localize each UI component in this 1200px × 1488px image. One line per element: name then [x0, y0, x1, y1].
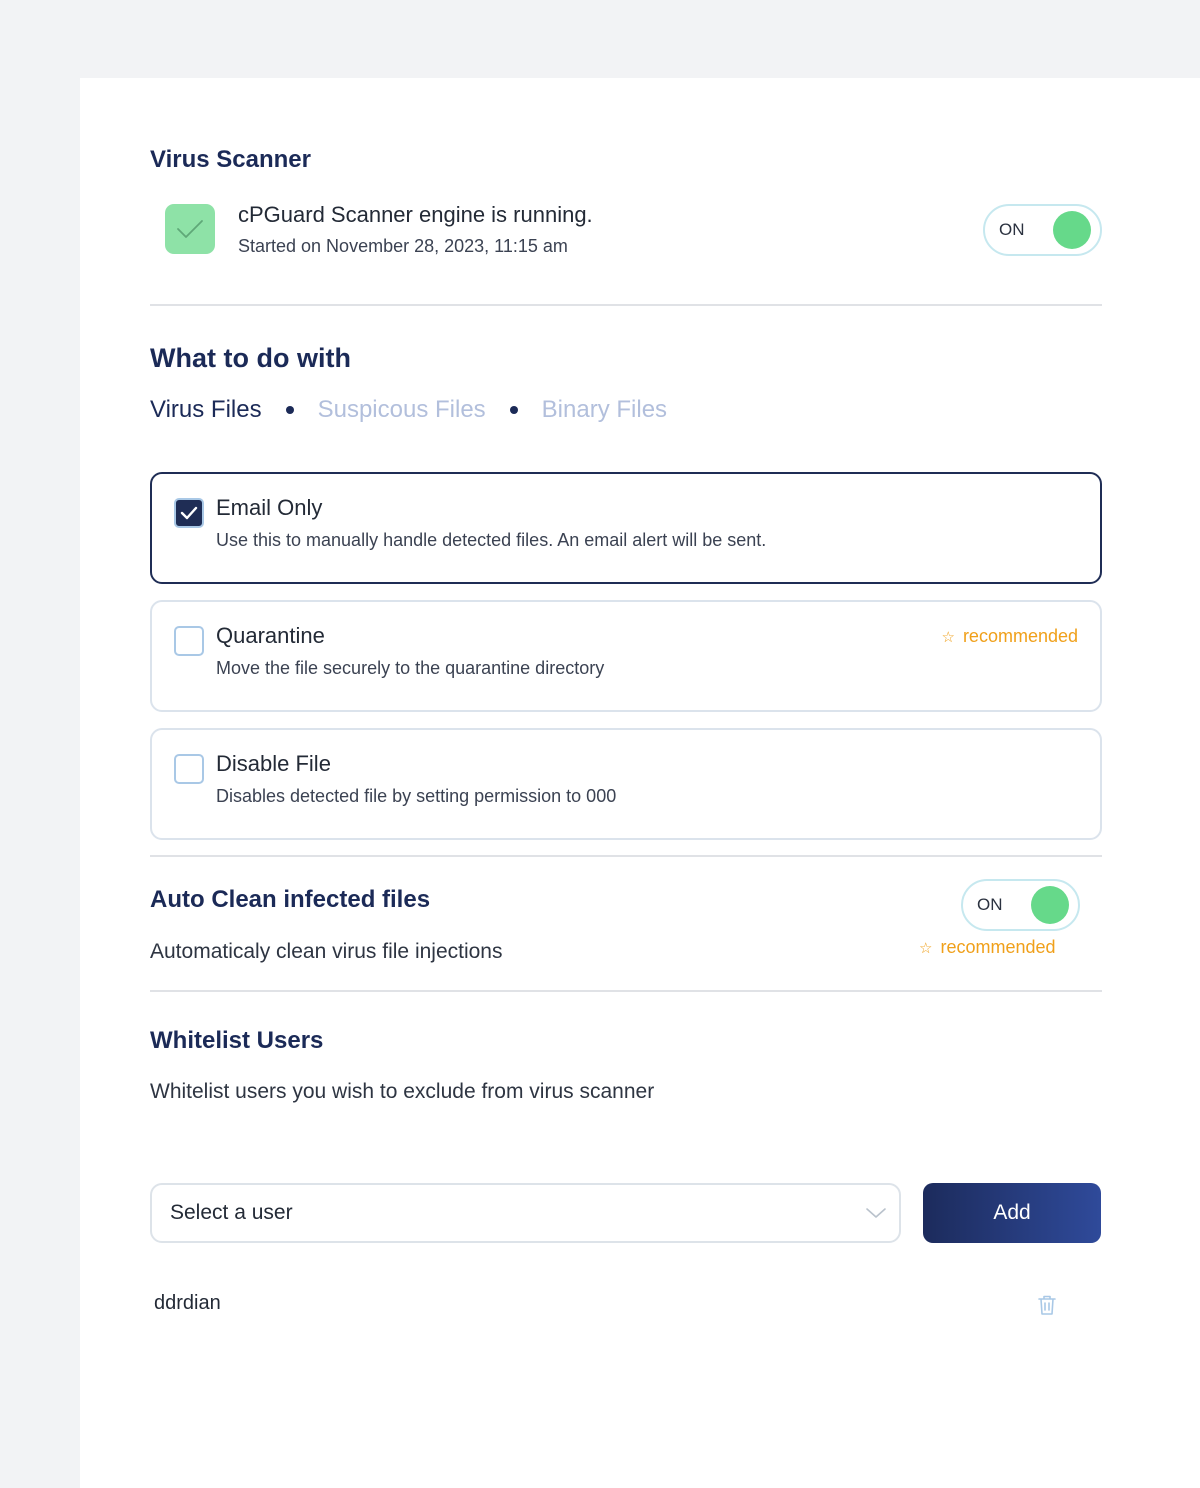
- email-only-checkbox[interactable]: [174, 498, 204, 528]
- auto-clean-toggle[interactable]: [961, 879, 1080, 931]
- recommended-label: recommended: [962, 626, 1078, 646]
- settings-panel: [80, 78, 1200, 1488]
- engine-status-subtitle: Started on November 28, 2023, 11:15 am: [238, 236, 568, 256]
- divider: [150, 990, 1102, 992]
- auto-clean-toggle-label: ON: [977, 895, 1003, 914]
- tab-binary-files[interactable]: Binary Files: [541, 396, 668, 423]
- whitelist-description: Whitelist users you wish to exclude from virus scanner: [150, 1080, 655, 1103]
- tab-suspicious-files[interactable]: Suspicous Files: [317, 396, 486, 423]
- option-description: Move the file securely to the quarantine directory: [216, 658, 605, 678]
- recommended-label: recommended: [940, 937, 1056, 957]
- disable-file-checkbox[interactable]: [174, 754, 204, 784]
- chevron-down-icon: [865, 1207, 887, 1219]
- whitelisted-user-name: ddrdian: [154, 1292, 221, 1314]
- option-disable-file[interactable]: [150, 728, 1102, 840]
- scanner-toggle-label: ON: [999, 220, 1025, 239]
- user-select[interactable]: [150, 1183, 901, 1243]
- option-title: Disable File: [216, 751, 331, 776]
- quarantine-checkbox[interactable]: [174, 626, 204, 656]
- toggle-knob: [1031, 886, 1069, 924]
- check-icon: [180, 506, 198, 520]
- divider: [150, 304, 1102, 306]
- user-select-placeholder: Select a user: [170, 1201, 293, 1224]
- whitelist-heading: Whitelist Users: [150, 1027, 324, 1054]
- check-icon: [165, 204, 215, 254]
- tab-virus-files[interactable]: Virus Files: [150, 396, 262, 423]
- scanner-toggle[interactable]: [983, 204, 1102, 256]
- option-title: Email Only: [216, 495, 323, 520]
- tab-separator: [286, 406, 294, 414]
- toggle-knob: [1053, 211, 1091, 249]
- tab-separator: [510, 406, 518, 414]
- recommended-badge: [919, 937, 1056, 958]
- star-icon: ☆: [919, 939, 933, 957]
- recommended-badge: [941, 626, 1078, 647]
- trash-icon[interactable]: [1035, 1293, 1059, 1317]
- file-type-tabs: [150, 396, 667, 424]
- option-email-only[interactable]: [150, 472, 1102, 584]
- what-to-do-heading: What to do with: [150, 343, 351, 373]
- engine-status-title: cPGuard Scanner engine is running.: [238, 202, 593, 227]
- option-title: Quarantine: [216, 623, 325, 648]
- auto-clean-heading: Auto Clean infected files: [150, 886, 431, 913]
- virus-scanner-heading: Virus Scanner: [150, 146, 311, 173]
- divider: [150, 855, 1102, 857]
- star-icon: ☆: [941, 628, 955, 646]
- auto-clean-description: Automaticaly clean virus file injections: [150, 940, 503, 963]
- option-description: Use this to manually handle detected files. An email alert will be sent.: [216, 530, 767, 550]
- option-description: Disables detected file by setting permission to 000: [216, 786, 617, 806]
- add-user-button[interactable]: Add: [923, 1183, 1101, 1243]
- option-quarantine[interactable]: [150, 600, 1102, 712]
